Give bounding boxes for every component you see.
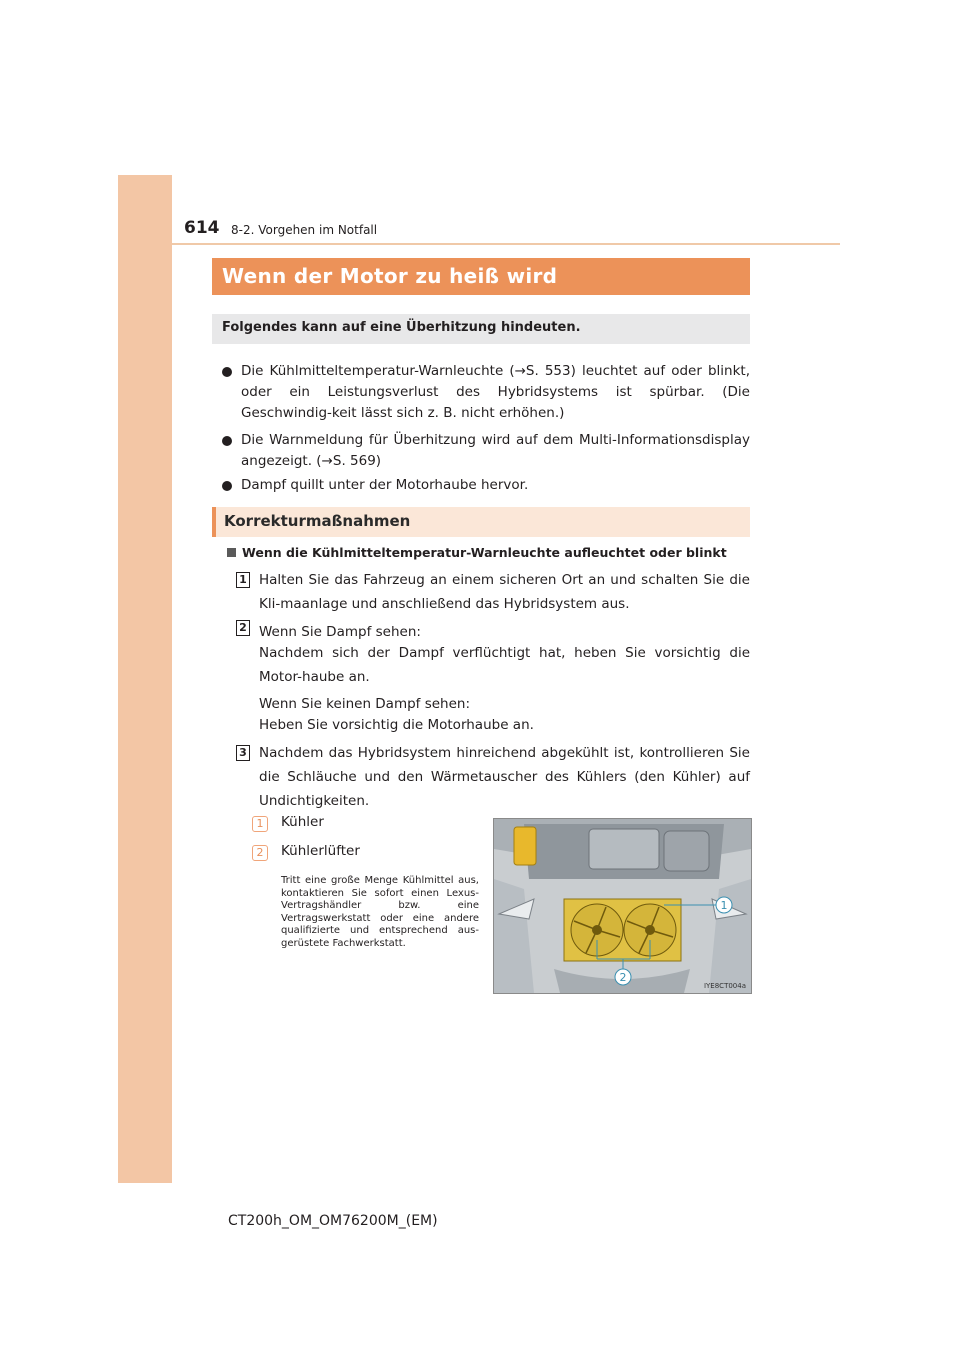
page-title: Wenn der Motor zu heiß wird [222, 264, 558, 288]
engine-bay-drawing [494, 819, 751, 993]
page-title-bar [212, 258, 750, 295]
step-number-2: 2 [236, 620, 250, 636]
bullet-text: Die Kühlmitteltemperatur-Warnleuchte (→S. 553) leuchtet auf oder blinkt, oder ein Leistungsverlust des Hybridsystems ist spürbar. (Die Geschwindig-keit lässt sich z. B. nicht erhöhen.) [241, 363, 750, 421]
step-number-1: 1 [236, 572, 250, 588]
corrective-heading-bar [212, 507, 750, 537]
bullet-dot-icon [222, 481, 232, 491]
header-rule [172, 243, 840, 245]
warning-note: Tritt eine große Menge Kühlmittel aus, kontaktieren Sie sofort einen Lexus-Vertragshändler bzw. eine Vertragswerkstatt oder eine andere qualifizierte und entsprechend aus-gerüstete Fachwerkstatt. [281, 875, 479, 949]
page-number: 614 [184, 218, 220, 238]
step-number-3: 3 [236, 745, 250, 761]
image-code: IYE8CT004a [703, 982, 746, 990]
step-2-text-b: Nachdem sich der Dampf verflüchtigt hat, heben Sie vorsichtig die Motor-haube an. [259, 645, 750, 685]
legend-label-fan: Kühlerlüfter [281, 843, 360, 859]
bullet-text: Die Warnmeldung für Überhitzung wird auf dem Multi-Informationsdisplay angezeigt. (→S. 569) [241, 432, 750, 469]
callout-1-label: 1 [720, 899, 728, 912]
step-2-text-c: Wenn Sie keinen Dampf sehen: [259, 696, 471, 712]
bullet-dot-icon [222, 436, 232, 446]
legend-number-1: 1 [252, 816, 268, 832]
bullet-text: Dampf quillt unter der Motorhaube hervor. [241, 477, 529, 493]
corrective-heading: Korrekturmaßnahmen [224, 512, 411, 530]
callout-2-label: 2 [619, 971, 627, 984]
procedure-subheading [227, 545, 727, 560]
side-margin-band [118, 175, 172, 1183]
bullet-item [222, 475, 750, 496]
step-3-text: Nachdem das Hybridsystem hinreichend abgekühlt ist, kontrollieren Sie die Schläuche und den Wärmetauscher des Kühlers (den Kühler) auf Undichtigkeiten. [259, 745, 750, 809]
intro-text: Folgendes kann auf eine Überhitzung hindeuten. [222, 320, 581, 335]
step-2-text-d: Heben Sie vorsichtig die Motorhaube an. [259, 717, 534, 733]
bullet-item [222, 361, 750, 424]
step-1-text: Halten Sie das Fahrzeug an einem sicheren Ort an und schalten Sie die Kli-maanlage und anschließend das Hybridsystem aus. [259, 572, 750, 612]
heading-accent [212, 507, 216, 537]
section-title: 8-2. Vorgehen im Notfall [231, 223, 378, 237]
engine-bay-illustration [493, 818, 752, 994]
bullet-dot-icon [222, 367, 232, 377]
intro-bar [212, 314, 750, 344]
procedure-subheading-text: Wenn die Kühlmitteltemperatur-Warnleuchte aufleuchtet oder blinkt [242, 545, 727, 560]
bullet-item [222, 430, 750, 472]
step-2-text-a: Wenn Sie Dampf sehen: [259, 624, 421, 640]
legend-number-2: 2 [252, 845, 268, 861]
square-bullet-icon [227, 548, 236, 557]
legend-label-radiator: Kühler [281, 814, 324, 830]
document-footer: CT200h_OM_OM76200M_(EM) [228, 1213, 438, 1229]
